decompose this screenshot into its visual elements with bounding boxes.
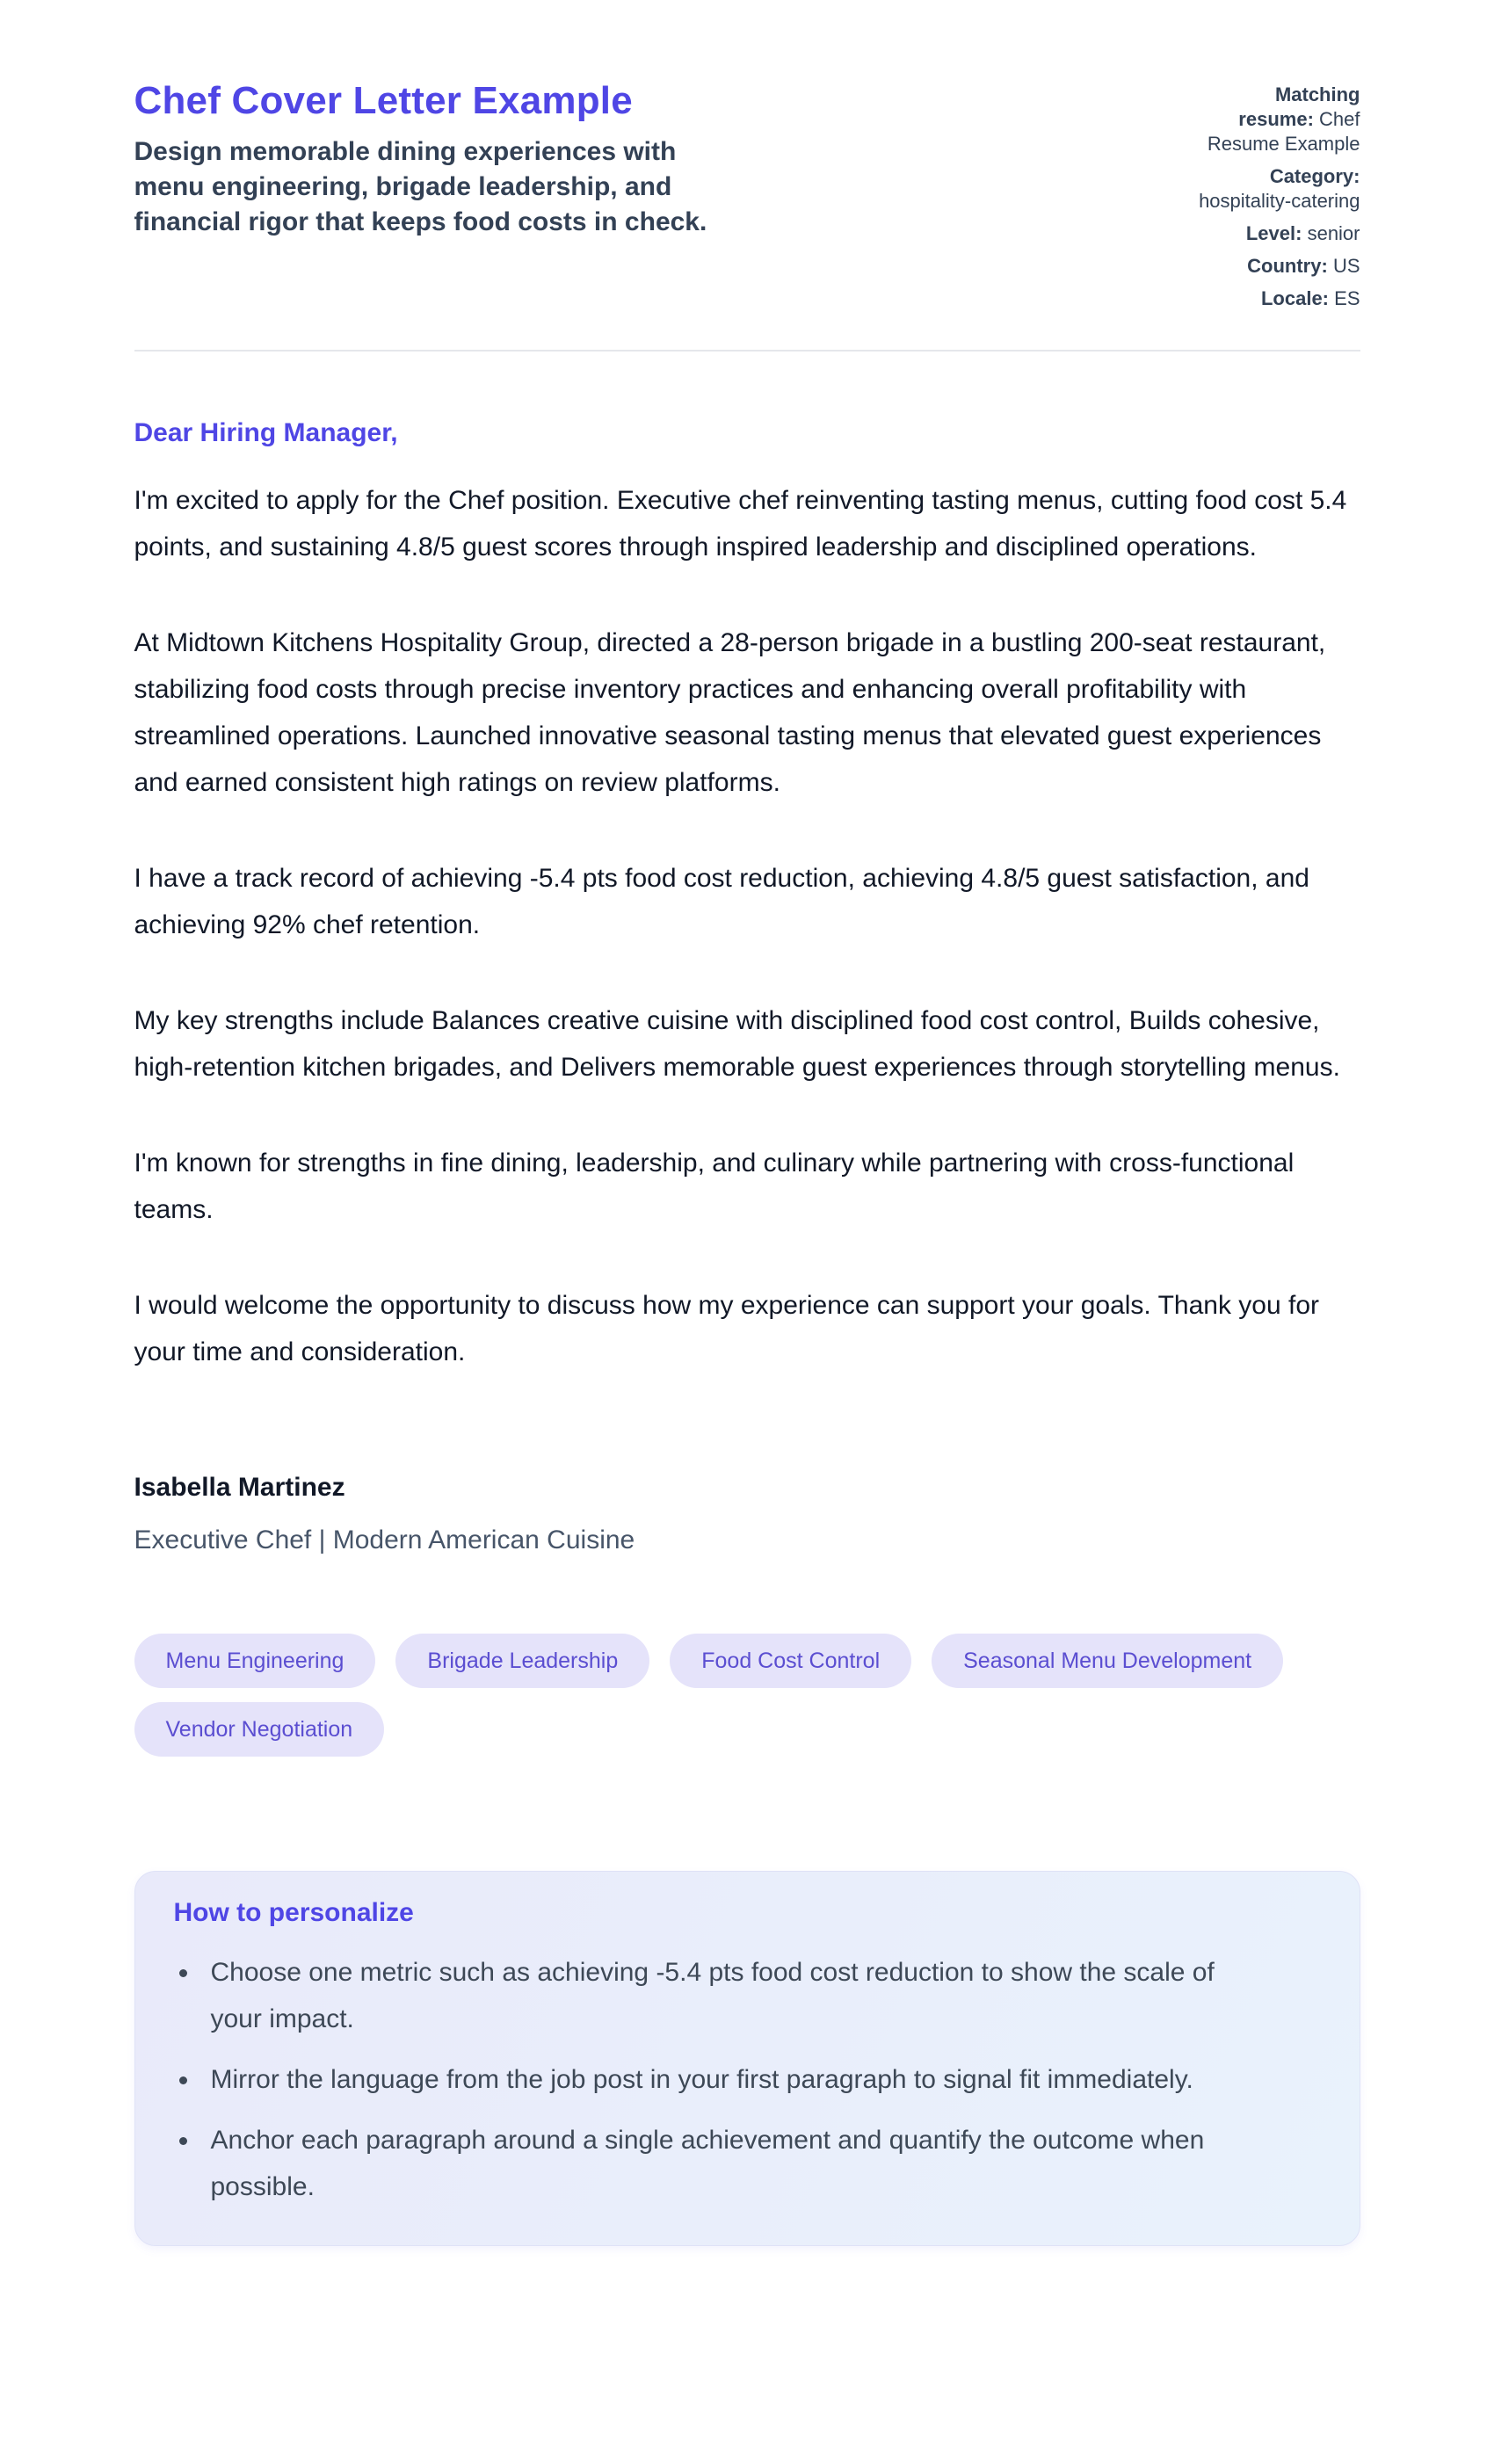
tip-item: • Anchor each paragraph around a single achievement and quantify the outcome when possible. — [200, 2117, 1255, 2210]
letter-paragraph: I have a track record of achieving -5.4 pts food cost reduction, achieving 4.8/5 guest satisfaction, and achieving 92% chef retention. — [134, 864, 1309, 939]
meta-value: ES — [1334, 287, 1360, 309]
meta-row-country — [1198, 254, 1360, 279]
greeting: Dear Hiring Manager, — [134, 418, 398, 447]
tag-pill-brigade-leadership: Brigade Leadership — [395, 1634, 649, 1688]
tag-list — [134, 1634, 1360, 1757]
tips-list — [174, 1949, 1317, 2210]
tag-pill-food-cost-control: Food Cost Control — [670, 1634, 911, 1688]
letter-paragraph: I'm excited to apply for the Chef position. Executive chef reinventing tasting menus, cutting food cost 5.4 points, and sustaining 4.8/5 guest scores through inspired leadership and disciplined operations. — [134, 486, 1347, 562]
page-subtitle: Design memorable dining experiences with menu engineering, brigade leadership, and financial rigor that keeps food costs in check. — [134, 137, 707, 236]
tips-title: How to personalize — [173, 1898, 414, 1927]
meta-panel — [1198, 79, 1360, 311]
meta-value: hospitality-catering — [1199, 190, 1360, 212]
letter-paragraph: I'm known for strengths in fine dining, leadership, and culinary while partnering with cross-functional teams. — [134, 1149, 1295, 1224]
meta-row-level — [1198, 221, 1360, 246]
letter-paragraph: I would welcome the opportunity to discuss how my experience can support your goals. Thank you for your time and consideration. — [134, 1291, 1319, 1366]
page-title: Chef Cover Letter Example — [134, 79, 633, 122]
meta-label: Level: — [1245, 222, 1302, 244]
tag-pill-menu-engineering: Menu Engineering — [134, 1634, 376, 1688]
meta-row-category — [1198, 164, 1360, 214]
letter-paragraph: At Midtown Kitchens Hospitality Group, directed a 28-person brigade in a bustling 200-seat restaurant, stabilizing food costs through precise inventory practices and enhancing overall profitability with streamlined operations. Launched innovative seasonal tasting menus that elevated guest experiences and earned consistent high ratings on review platforms. — [134, 628, 1326, 797]
tip-item: • Mirror the language from the job post in your first paragraph to signal fit immediately. — [200, 2056, 1255, 2103]
signature-role: Executive Chef | Modern American Cuisine — [134, 1526, 635, 1554]
letter-body — [134, 409, 1360, 1558]
letter-paragraph: My key strengths include Balances creative cuisine with disciplined food cost control, Builds cohesive, high-retention kitchen brigades, and Delivers memorable guest experiences through storytelling menus. — [134, 1006, 1340, 1082]
meta-value: US — [1332, 255, 1360, 277]
meta-value: Chef Resume Example — [1207, 108, 1360, 155]
meta-value: senior — [1307, 222, 1360, 244]
meta-label: Category: — [1269, 165, 1360, 187]
cover-letter-page — [134, 0, 1360, 2333]
meta-label: Matching resume: — [1238, 83, 1360, 130]
meta-row-locale — [1198, 286, 1360, 311]
tag-pill-vendor-negotiation: Vendor Negotiation — [134, 1702, 385, 1757]
meta-label: Locale: — [1260, 287, 1330, 309]
personalize-tips-card — [134, 1871, 1360, 2246]
header-title-block — [134, 79, 750, 240]
signature-name: Isabella Martinez — [134, 1473, 345, 1502]
tag-pill-seasonal-menu-development: Seasonal Menu Development — [932, 1634, 1283, 1688]
tip-item: • Choose one metric such as achieving -5.4 pts food cost reduction to show the scale of your impact. — [200, 1949, 1255, 2042]
meta-label: Country: — [1247, 255, 1328, 277]
header-divider — [134, 350, 1360, 351]
page-header — [134, 79, 1360, 311]
meta-row-matching-resume — [1198, 83, 1360, 156]
